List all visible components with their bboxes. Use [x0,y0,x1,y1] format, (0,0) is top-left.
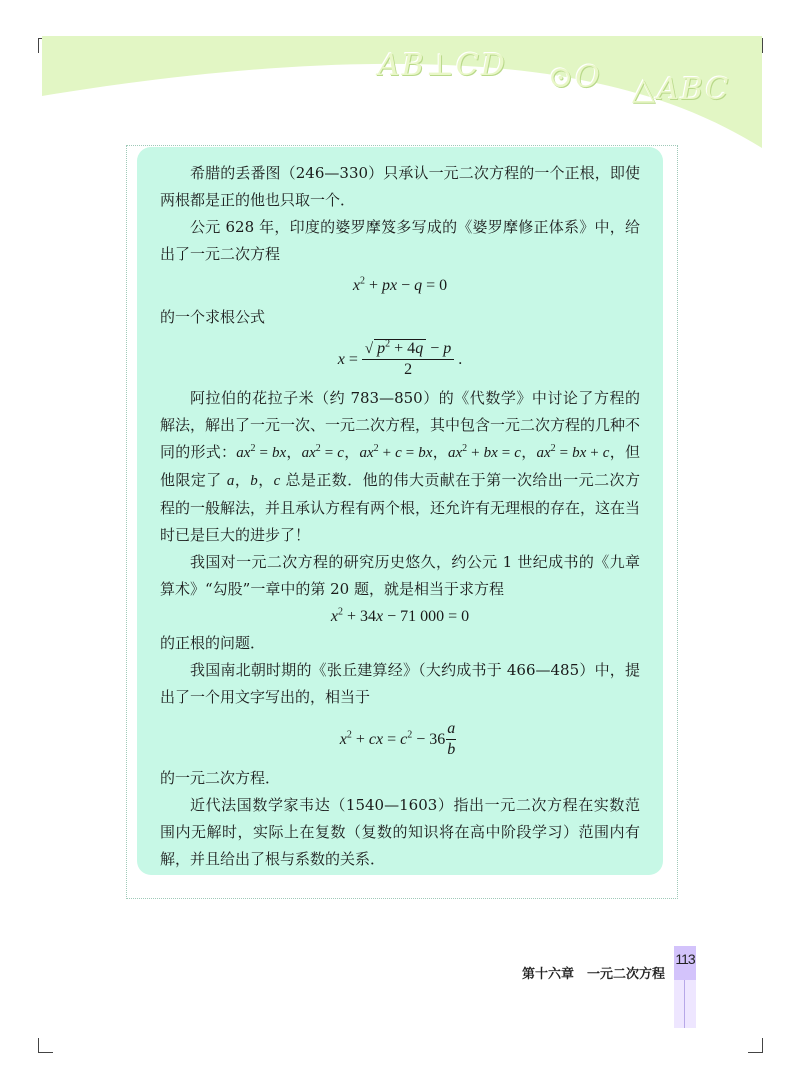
paragraph-diophantus: 希腊的丢番图（246—330）只承认一元二次方程的一个正根，即使两根都是正的他也只取一个． [160,164,640,209]
page-number: 113 [675,951,695,967]
paragraph-root-formula: 的一个求根公式 [160,308,266,326]
equation-root-formula: x = $\frac{√ p^2 + 4q - p}{2}$ . [337,338,463,378]
paragraph-jiuzhang: 我国对一元二次方程的研究历史悠久，约公元 1 世纪成书的《九章算术》“勾股”一章中的第 20 题，就是相当于求方程 [160,553,640,598]
equation-zhangqiujian: $x^2$ + cx = $c^2 - 36$ $\frac{a}{b}$ [339,719,456,758]
paragraph-quadratic: 的一元二次方程． [160,769,281,787]
banner-symbol-perpendicular: AB⊥CD [378,48,507,83]
crop-mark [748,1038,763,1053]
paragraph-zhangqiujian: 我国南北朝时期的《张丘建算经》（大约成书于 466—485）中，提出了一个用文字写出的，相当于 [160,661,640,706]
reading-content [160,160,640,873]
formula-fraction: $\frac{√ p^2 + 4q - p}{2}$ [362,339,454,380]
equation-brahmagupta: $x^2$ + px − q = 0 [352,275,448,294]
paragraph-brahmagupta: 公元 628 年，印度的婆罗摩笈多写成的《婆罗摩修正体系》中，给出了一元二次方程 [160,218,640,263]
page-tab-line [684,980,685,1028]
banner-symbol-circle: ⊙O [548,60,602,95]
banner-symbol-triangle: △ABC [632,72,731,107]
paragraph-positive-root: 的正根的问题． [160,634,266,652]
equation-jiuzhang: $x^2 + 34x - 71$ 000 = 0 [330,606,470,625]
chapter-title: 第十六章 一元二次方程 [522,967,666,982]
equation-fraction: $\frac{a}{b}$ [447,719,456,758]
crop-mark [38,1038,53,1053]
paragraph-viete: 近代法国数学家韦达（1540—1603）指出一元二次方程在实数范围内无解时，实际上在复数（复数的知识将在高中阶段学习）范围内有解，并且给出了根与系数的关系． [160,796,640,868]
paragraph-al-khwarizmi: 阿拉伯的花拉子米（约 783—850）的《代数学》中讨论了方程的解法，解出了一元一次、一元二次方程，其中包含一元二次方程的几种不同的形式：$ax^2$ = bx，$ax^2 = c$，$ax^2 + c$ = bx，$ax^2$ + bx = c，$ax^2$ = bx + c，但他限定了 a，b，c 总是正数．他的伟大贡献在于第一次给出一元二次方程的一般解法，并且承认方程有两个根，还允许有无理根的存在，这在当时已是巨大的进步了！ [160,389,641,544]
